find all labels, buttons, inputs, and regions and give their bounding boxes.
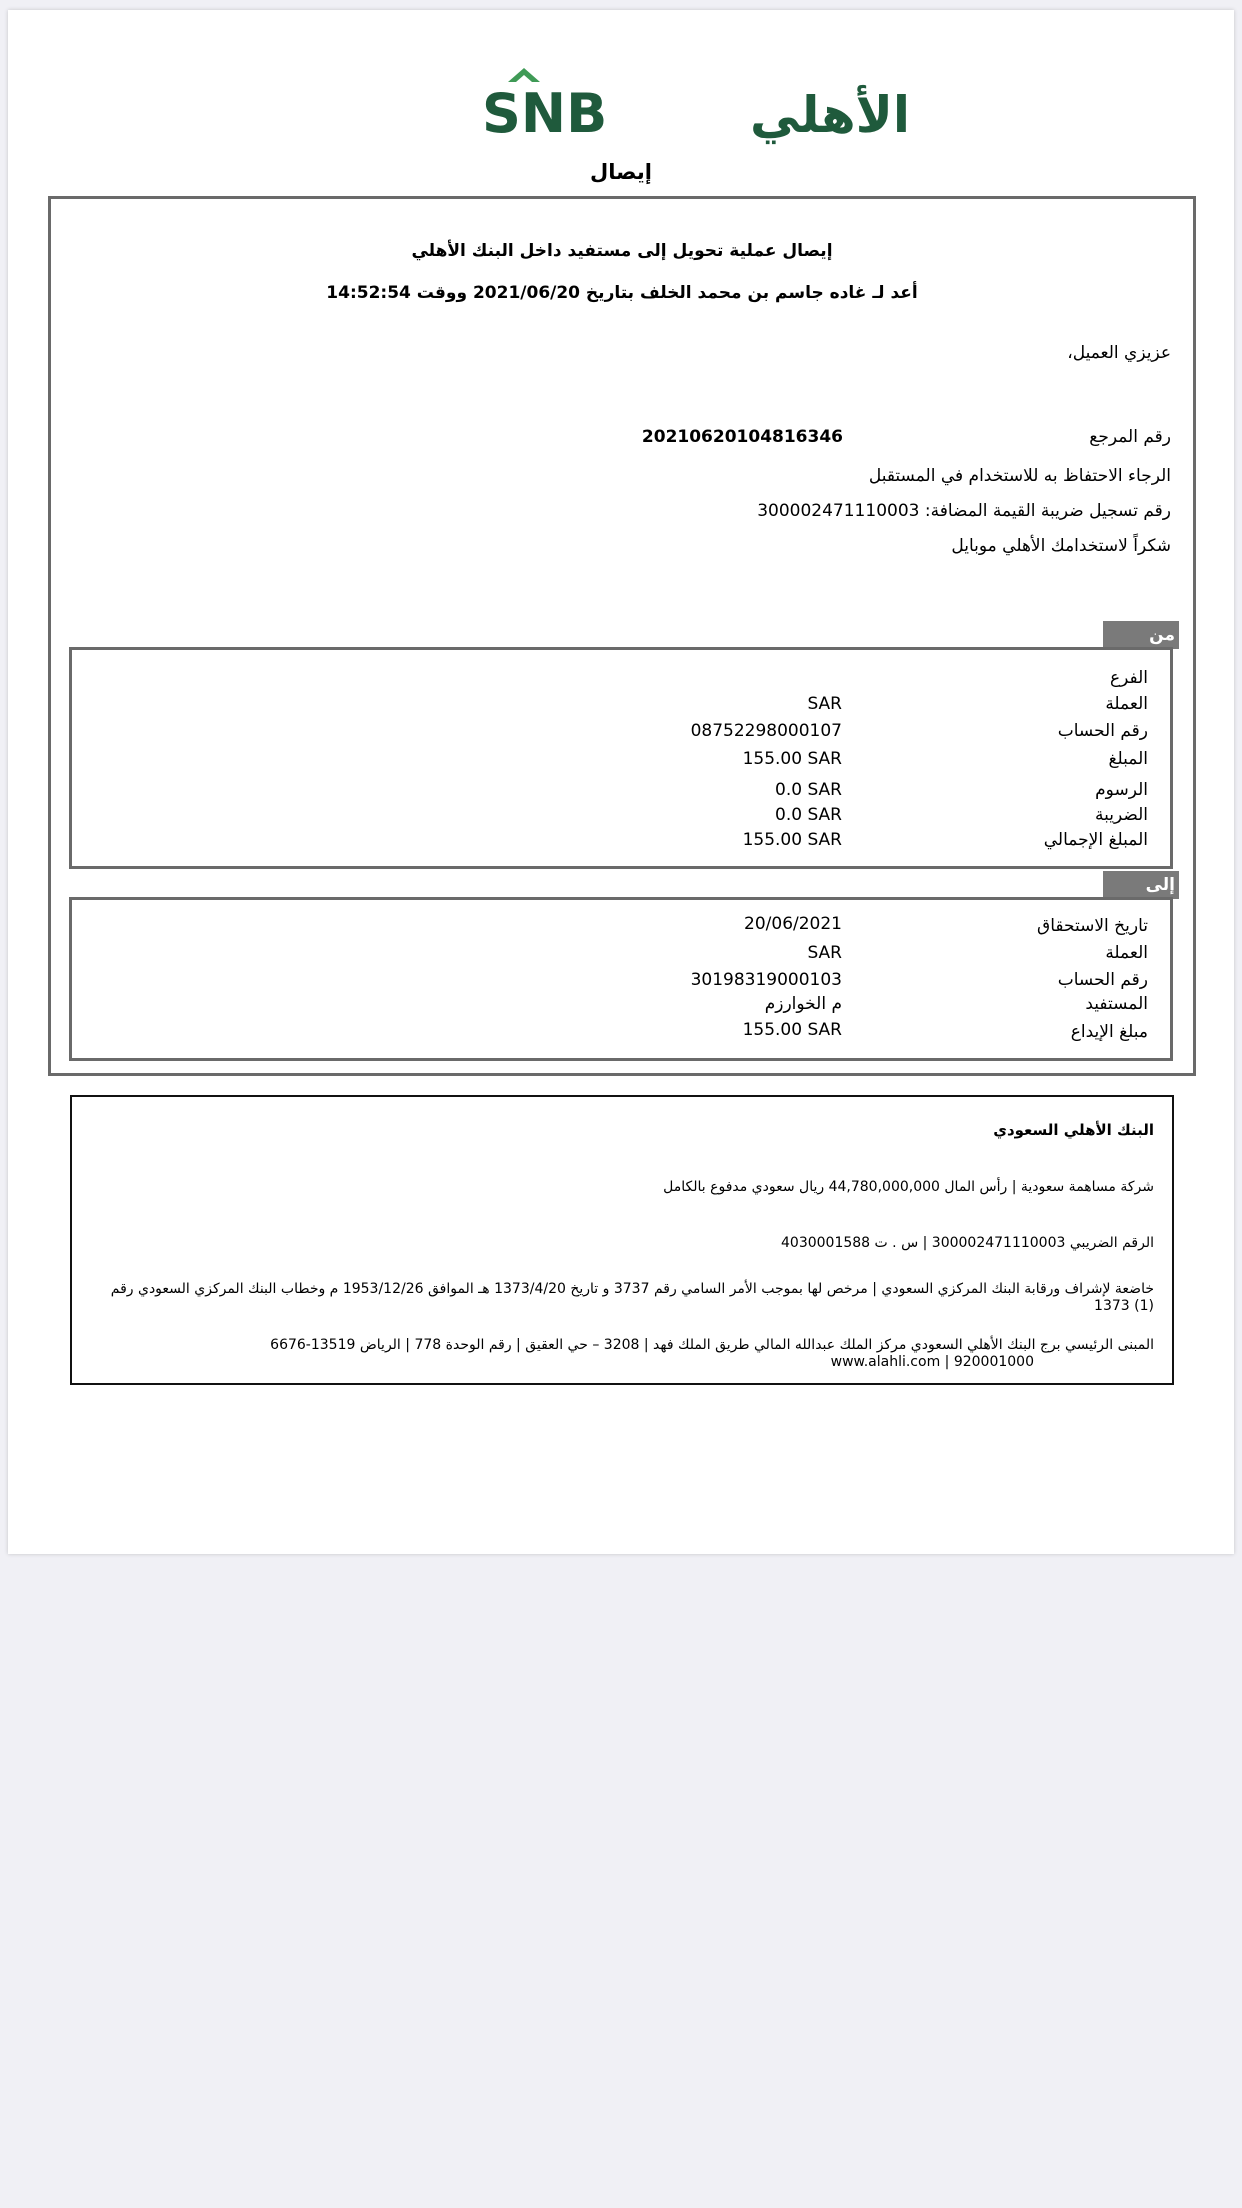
to-account-label: رقم الحساب: [1057, 970, 1148, 990]
from-tax-value: 0.0 SAR: [775, 805, 842, 825]
from-section-box: [69, 647, 1173, 869]
to-currency-value: SAR: [807, 943, 842, 963]
from-total-label: المبلغ الإجمالي: [1043, 830, 1148, 850]
greeting: عزيزي العميل،: [1067, 343, 1171, 363]
from-currency-label: العملة: [1105, 694, 1148, 714]
to-deposit-value: 155.00 SAR: [742, 1020, 842, 1040]
from-tax-label: الضريبة: [1094, 805, 1148, 825]
from-total-value: 155.00 SAR: [742, 830, 842, 850]
to-section-tab: إلى: [1103, 871, 1179, 899]
to-due-date-label: تاريخ الاستحقاق: [1037, 916, 1148, 936]
from-amount-value: 155.00 SAR: [742, 749, 842, 769]
to-account-value: 30198319000103: [690, 970, 842, 990]
from-account-label: رقم الحساب: [1057, 721, 1148, 741]
document-title: إيصال: [590, 160, 652, 184]
logo-arabic-text: الأهلي: [750, 86, 911, 144]
reference-value: 20210620104816346: [641, 427, 843, 447]
from-fees-value: 0.0 SAR: [775, 780, 842, 800]
snb-logo: [482, 62, 911, 145]
vat-registration: رقم تسجيل ضريبة القيمة المضافة: 300002471110003: [757, 501, 1171, 521]
receipt-heading: إيصال عملية تحويل إلى مستفيد داخل البنك الأهلي: [411, 241, 833, 261]
footer-bank-name: البنك الأهلي السعودي: [993, 1121, 1154, 1139]
from-account-value: 08752298000107: [690, 721, 842, 741]
footer-regulation: خاضعة لإشراف ورقابة البنك المركزي السعودي | مرخص لها بموجب الأمر السامي رقم 3737 و تاريخ 1373/4/20 هـ الموافق 1953/12/26 م وخطاب البنك المركزي السعودي رقم (1) 1373: [110, 1281, 1154, 1314]
to-deposit-label: مبلغ الإيداع: [1070, 1022, 1148, 1042]
from-section-tab: من: [1103, 621, 1179, 649]
to-currency-label: العملة: [1105, 943, 1148, 963]
receipt-page: [8, 10, 1234, 1554]
receipt-box: [48, 196, 1196, 1076]
footer-address: المبنى الرئيسي برج البنك الأهلي السعودي مركز الملك عبدالله المالي طريق الملك فهد | 3208 – حي العقيق | رقم الوحدة 778 | الرياض 13519-6676: [270, 1337, 1154, 1353]
logo-latin-text: SNB: [482, 82, 608, 145]
reference-label: رقم المرجع: [1089, 427, 1171, 447]
to-beneficiary-value: م الخوارزم: [764, 994, 842, 1014]
from-currency-value: SAR: [807, 694, 842, 714]
to-due-date-value: 20/06/2021: [744, 914, 842, 934]
footer-contact: www.alahli.com | 920001000: [830, 1354, 1034, 1370]
to-section-box: [69, 897, 1173, 1061]
prepared-for-line: أعد لـ غاده جاسم بن محمد الخلف بتاريخ 2021/06/20 ووقت 14:52:54: [326, 283, 918, 303]
thanks-note: شكراً لاستخدامك الأهلي موبايل: [951, 536, 1171, 556]
footer-capital: شركة مساهمة سعودية | رأس المال 44,780,000,000 ريال سعودي مدفوع بالكامل: [663, 1179, 1154, 1195]
from-amount-label: المبلغ: [1108, 749, 1148, 769]
from-fees-label: الرسوم: [1095, 780, 1148, 800]
footer-tax-cr: الرقم الضريبي 300002471110003 | س . ت 4030001588: [781, 1235, 1154, 1251]
to-beneficiary-label: المستفيد: [1085, 994, 1148, 1014]
keep-note: الرجاء الاحتفاظ به للاستخدام في المستقبل: [868, 466, 1171, 486]
logo-chevron-icon: [508, 68, 540, 82]
from-branch-label: الفرع: [1109, 668, 1148, 688]
bank-footer-box: [70, 1095, 1174, 1385]
